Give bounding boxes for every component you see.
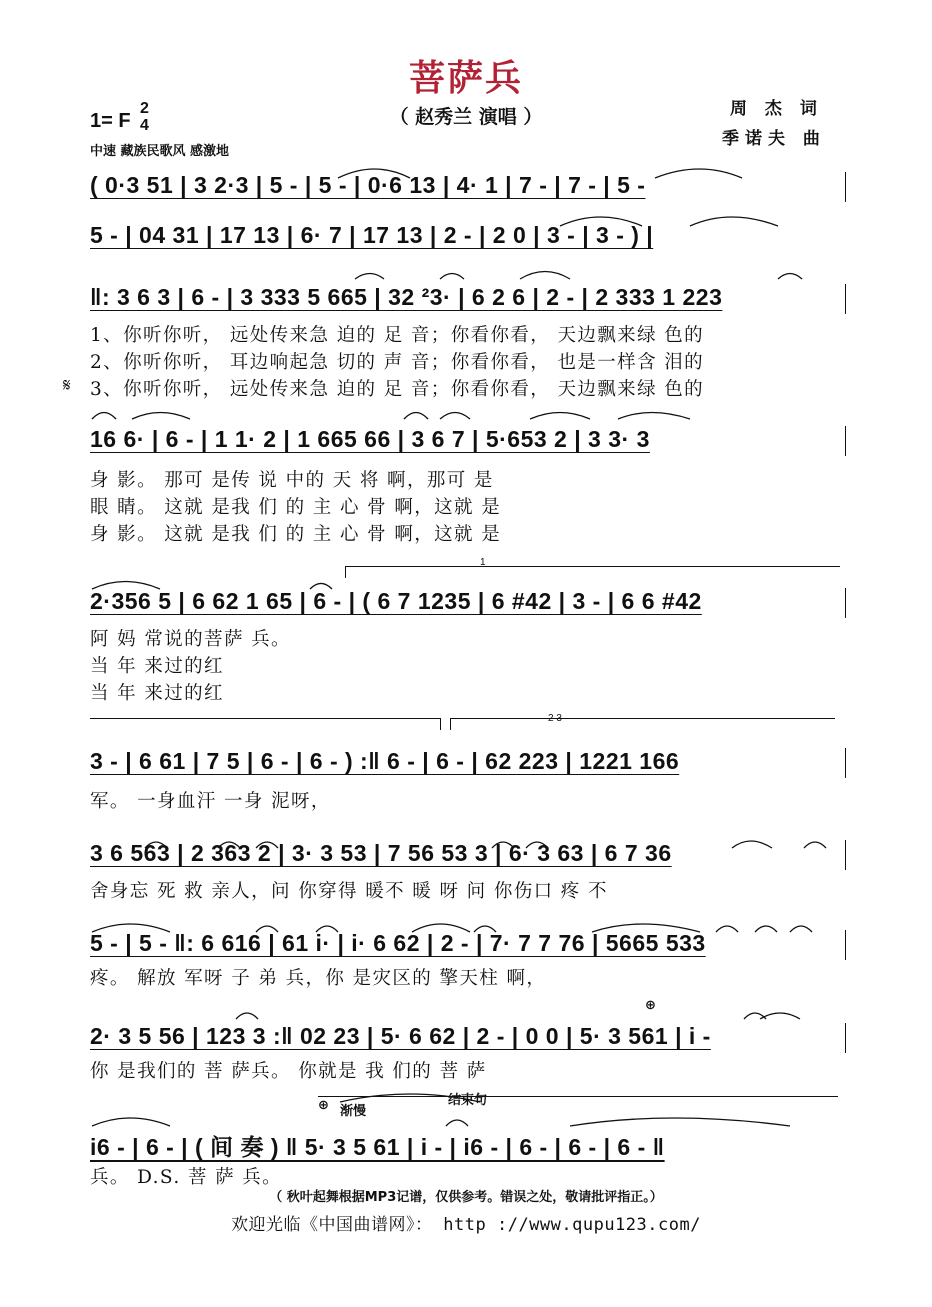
time-signature-bottom: 4 bbox=[140, 117, 149, 134]
lyric-line-3-verse-3: 3、你听你听， 远处传来急 迫的 足 音；你看你看， 天边飘来绿 色的 bbox=[90, 379, 705, 400]
lyric-line-9: 你 是我们的 菩 萨兵。 你就是 我 们的 菩 萨 bbox=[90, 1061, 487, 1082]
lyric-line-4-verse-3: 身 影。 这就 是我 们 的 主 心 骨 啊，这就 是 bbox=[90, 524, 502, 545]
volta-1-bracket-start bbox=[345, 566, 346, 578]
barline bbox=[845, 172, 846, 202]
coda-icon: ⊕ bbox=[645, 998, 656, 1013]
lyric-line-3-verse-2: 2、你听你听， 耳边响起急 切的 声 音；你看你看， 也是一样含 泪的 bbox=[90, 352, 705, 373]
notation-line-5: 2·356 5 | 6 62 1 65 | 6 - | ( 6 7 1235 | 6 #42 | 3 - | 6 6 #42 bbox=[90, 588, 702, 614]
coda-icon: ⊕ bbox=[318, 1098, 329, 1113]
ending-phrase-bracket bbox=[318, 1096, 838, 1097]
lyric-line-6: 军。 一身血汗 一身 泥呀， bbox=[90, 791, 331, 812]
notation-line-1: ( 0·3 51 | 3 2·3 | 5 - | 5 - | 0·6 13 | 4· 1 | 7 - | 7 - | 5 - bbox=[90, 172, 646, 198]
tempo-marking: 中速 藏族民歌风 感激地 bbox=[90, 144, 230, 159]
key-signature: 1= F bbox=[90, 110, 131, 132]
performer-subtitle: （ 赵秀兰 演唱 ） bbox=[389, 106, 543, 128]
volta-1-bracket-continued bbox=[90, 718, 440, 719]
barline bbox=[845, 930, 846, 960]
lyric-line-5-verse-3: 当 年 来过的红 bbox=[90, 683, 224, 704]
website-footer: 欢迎光临《中国曲谱网》： http ://www.qupu123.com/ bbox=[231, 1215, 701, 1235]
lyric-line-5-verse-1: 阿 妈 常说的菩萨 兵。 bbox=[90, 629, 291, 650]
lyric-line-5-verse-2: 当 年 来过的红 bbox=[90, 656, 224, 677]
barline bbox=[845, 1023, 846, 1053]
notation-line-9: 2· 3 5 56 | 123 3 :‖ 02 23 | 5· 6 62 | 2 - | 0 0 | 5· 3 561 | i - bbox=[90, 1023, 711, 1049]
lyricist-credit: 周 杰 词 bbox=[730, 99, 823, 119]
time-signature bbox=[140, 100, 149, 134]
barline bbox=[845, 426, 846, 456]
rit-marking: 渐慢 bbox=[340, 1104, 367, 1119]
time-signature-top: 2 bbox=[140, 100, 149, 117]
volta-23-bracket-start bbox=[450, 718, 451, 730]
notation-line-8: 5 - | 5 - ‖: 6 616 | 61 i· | i· 6 62 | 2 - | 7· 7 7 76 | 5665 533 bbox=[90, 930, 706, 956]
notation-line-7: 3 6 563 | 2 363 2 | 3· 3 53 | 7 56 53 3 | 6· 3 63 | 6 7 36 bbox=[90, 840, 672, 866]
volta-1-bracket bbox=[345, 566, 840, 567]
volta-23-label: 2 3 bbox=[548, 713, 562, 724]
volta-1-label: 1 bbox=[480, 557, 486, 568]
lyric-line-4-verse-2: 眼 睛。 这就 是我 们 的 主 心 骨 啊，这就 是 bbox=[90, 497, 502, 518]
notation-line-6: 3 - | 6 61 | 7 5 | 6 - | 6 - ) :‖ 6 - | 6 - | 62 223 | 1221 166 bbox=[90, 748, 680, 774]
song-title: 菩萨兵 bbox=[408, 58, 523, 99]
lyric-line-10: 兵。 D.S. 菩 萨 兵。 bbox=[90, 1167, 283, 1188]
barline bbox=[845, 748, 846, 778]
barline bbox=[845, 284, 846, 314]
barline bbox=[845, 840, 846, 870]
lyric-line-4-verse-1: 身 影。 那可 是传 说 中的 天 将 啊，那可 是 bbox=[90, 470, 494, 491]
notation-line-3: ‖: 3 6 3 | 6 - | 3 333 5 665 | 32 ²3· | 6 2 6 | 2 - | 2 333 1 223 bbox=[90, 284, 723, 310]
volta-23-bracket bbox=[450, 718, 835, 719]
notation-line-10: i6 - | 6 - | ( 间 奏 ) ‖ 5· 3 5 61 | i - | i6 - | 6 - | 6 - | 6 - ‖ bbox=[90, 1134, 665, 1160]
segno-icon: 𝄋 bbox=[63, 375, 71, 396]
transcription-note: （ 秋叶起舞根据MP3记谱，仅供参考。错误之处，敬请批评指正。） bbox=[269, 1190, 663, 1205]
ending-phrase-label: 结束句 bbox=[448, 1093, 488, 1108]
lyric-line-7: 舍身忘 死 救 亲人，问 你穿得 暖不 暖 呀 问 你伤口 疼 不 bbox=[90, 881, 608, 902]
volta-1-bracket-end bbox=[440, 718, 441, 730]
notation-line-4: 16 6· | 6 - | 1 1· 2 | 1 665 66 | 3 6 7 | 5·653 2 | 3 3· 3 bbox=[90, 426, 650, 452]
barline bbox=[845, 588, 846, 618]
lyric-line-3-verse-1: 1、你听你听， 远处传来急 迫的 足 音；你看你看， 天边飘来绿 色的 bbox=[90, 325, 705, 346]
lyric-line-8: 疼。 解放 军呀 子 弟 兵，你 是灾区的 擎天柱 啊， bbox=[90, 968, 547, 989]
notation-line-2: 5 - | 04 31 | 17 13 | 6· 7 | 17 13 | 2 - | 2 0 | 3 - | 3 - ) | bbox=[90, 222, 654, 248]
composer-credit: 季诺夫 曲 bbox=[722, 129, 826, 149]
